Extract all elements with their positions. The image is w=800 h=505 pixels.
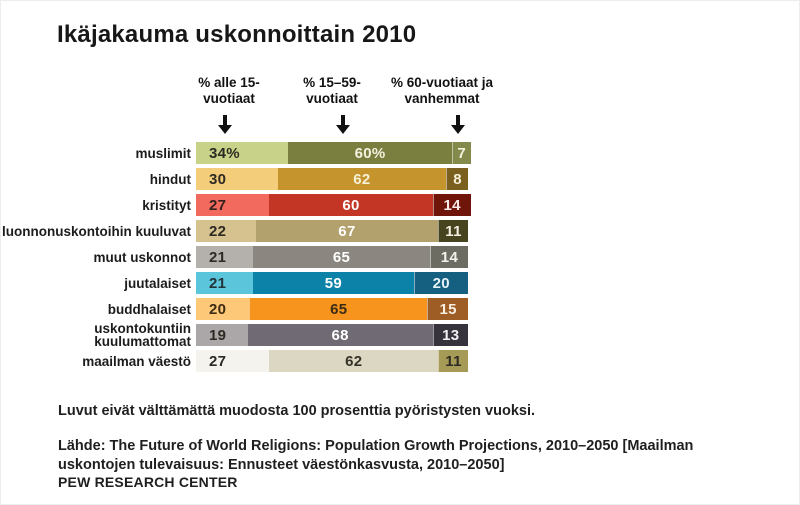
bar-segment [269,350,438,372]
rounding-footnote: Luvut eivät välttämättä muodosta 100 prosenttia pyöristysten vuoksi. [58,403,536,419]
segment-value: 19 [209,326,227,344]
bar-segment [196,142,288,164]
segment-value: 13 [442,326,460,344]
source-line: uskontojen tulevaisuus: Ennusteet väestönkasvusta, 2010–2050] [58,457,505,473]
chart-row [1,194,799,216]
bar-segment [288,142,451,164]
bar-segment [278,168,447,190]
segment-value: 65 [332,248,351,266]
chart-row [1,298,799,320]
segment-value: 62 [353,170,371,188]
down-arrow-icon [218,115,232,135]
stacked-bar [196,194,471,216]
chart-row [1,142,799,164]
segment-value: 27 [209,196,227,214]
bar-segment [248,324,433,346]
segment-value: 27 [209,352,227,370]
chart-rows [1,142,799,376]
segment-value: 30 [209,170,227,188]
bar-segment [433,324,468,346]
chart-row [1,246,799,268]
row-label: buddhalaiset [107,301,191,317]
segment-value: 65 [330,300,348,318]
stacked-bar [196,220,468,242]
segment-value: 21 [209,248,227,266]
row-label: maailman väestö [82,353,191,369]
bar-segment [438,350,468,372]
bar-segment [414,272,468,294]
segment-value: 68 [331,326,349,344]
row-label: luonnonuskontoihin kuuluvat [2,223,191,239]
bar-segment [446,168,468,190]
row-label: kristityt [142,197,191,213]
column-header-line: % 60-vuotiaat ja [390,75,494,90]
column-header-line: % alle 15- [198,75,260,90]
segment-value: 22 [209,222,227,240]
bar-segment [196,324,248,346]
segment-value: 8 [453,170,462,188]
segment-value: 11 [445,222,462,240]
chart-row [1,168,799,190]
column-header-line: vanhemmat [404,91,480,106]
bar-segment [196,220,256,242]
chart-row [1,321,799,349]
bar-segment [253,246,430,268]
segment-value: 20 [209,300,227,318]
chart-row [1,350,799,372]
bar-segment [196,168,278,190]
bar-segment [433,194,471,216]
bar-segment [253,272,413,294]
chart-row [1,220,799,242]
bar-segment [196,350,269,372]
bar-segment [196,246,253,268]
bar-segment [438,220,468,242]
stacked-bar [196,272,468,294]
bar-segment [427,298,468,320]
bar-segment [256,220,438,242]
bar-segment [250,298,427,320]
source-line: Lähde: The Future of World Religions: Population Growth Projections, 2010–2050 [Maailman [58,438,694,454]
stacked-bar [196,142,471,164]
down-arrow-icon [451,115,465,135]
row-label: muut uskonnot [93,249,191,265]
bar-segment [196,298,250,320]
page-title: Ikäjakauma uskonnoittain 2010 [57,21,417,48]
segment-value: 60 [342,196,360,214]
segment-value: 60% [354,144,386,162]
bar-segment [452,142,471,164]
column-header-line: % 15–59- [303,75,361,90]
stacked-bar [196,350,468,372]
stacked-bar [196,298,468,320]
org-name: PEW RESEARCH CENTER [58,474,238,490]
segment-value: 20 [432,274,450,292]
column-header-line: vuotiaat [203,91,255,106]
stacked-bar [196,324,468,346]
source-text [58,437,693,475]
column-header-under-15 [198,75,260,107]
segment-value: 34% [209,144,240,162]
row-label: juutalaiset [124,275,191,291]
column-header-60-plus [391,75,493,107]
row-label: muslimit [135,145,191,161]
down-arrow-icon [336,115,350,135]
bar-segment [196,272,253,294]
segment-value: 59 [324,274,342,292]
segment-value: 67 [338,222,356,240]
segment-value: 14 [440,248,459,266]
chart-row [1,272,799,294]
row-label: hindut [149,171,191,187]
segment-value: 21 [209,274,227,292]
column-header-15-59 [303,75,361,107]
segment-value: 7 [457,144,466,162]
segment-value: 14 [443,196,461,214]
segment-value: 15 [439,300,457,318]
stacked-bar [196,246,468,268]
segment-value: 62 [345,352,363,370]
row-label: uskontokuntiin kuulumattomat [94,321,191,349]
bar-segment [269,194,432,216]
column-header-line: vuotiaat [306,91,358,106]
stacked-bar [196,168,468,190]
bar-segment [196,194,269,216]
segment-value: 11 [445,352,462,370]
bar-segment [430,246,468,268]
